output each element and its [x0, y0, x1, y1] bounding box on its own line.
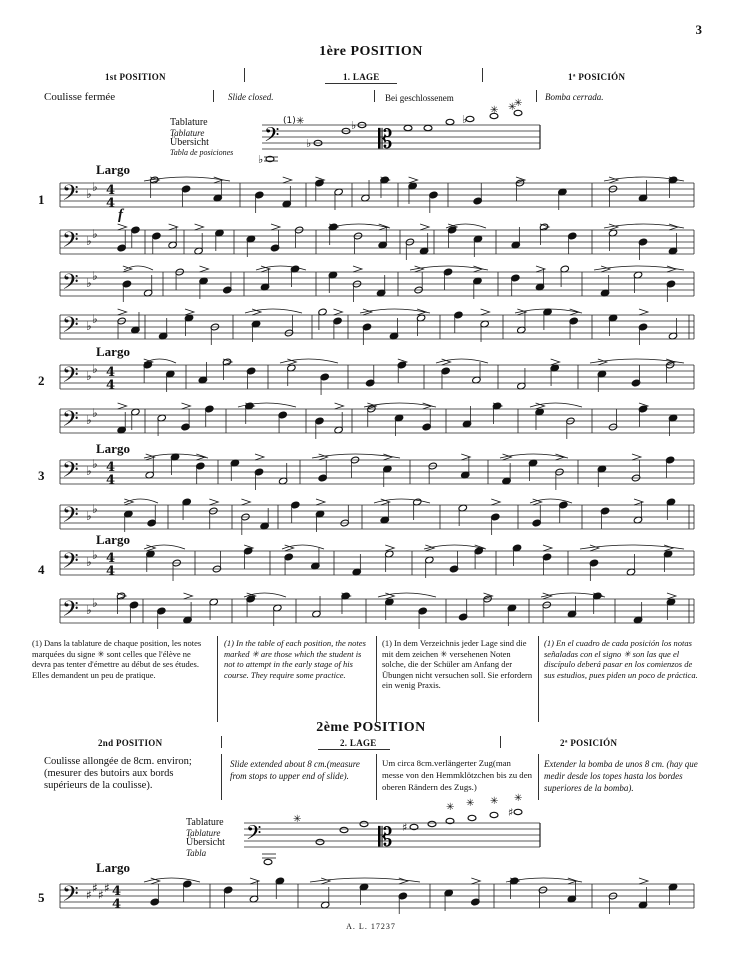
svg-text:♭: ♭: [86, 555, 92, 569]
desc2-es: Extender la bomba de unos 8 cm. (hay que medir desde los topes hasta los bordes superiores de la bomba).: [544, 759, 698, 793]
publisher-footer: A. L. 17237: [346, 922, 396, 931]
svg-text:♭: ♭: [92, 548, 98, 562]
music-staff: [60, 498, 694, 535]
tablature-es: Tabla de posiciones: [170, 148, 234, 157]
page-number: 3: [695, 22, 702, 37]
svg-text:4: 4: [112, 884, 122, 899]
header-en: 1st POSITION: [105, 72, 166, 82]
svg-text:4: 4: [106, 473, 116, 488]
closed-en: Slide closed.: [228, 92, 274, 102]
svg-text:♭: ♭: [86, 234, 92, 248]
svg-text:𝄢: 𝄢: [264, 123, 280, 151]
svg-text:𝄢: 𝄢: [62, 882, 79, 912]
tempo-3: Largo: [96, 441, 130, 456]
svg-text:4: 4: [106, 460, 116, 475]
footnote-es: (1) En el cuadro de cada posición los notas señaladas con el signo ✳ son las que el discípulo deberá pasar en los comienzos de sus estudios, pues piden un poco de práctica.: [544, 638, 698, 680]
svg-text:♭: ♭: [86, 464, 92, 478]
tablature-fr: Tablature: [170, 117, 208, 128]
svg-text:𝄡: 𝄡: [378, 823, 393, 853]
music-staff: [60, 308, 694, 345]
svg-text:✳: ✳: [490, 796, 499, 807]
svg-text:✳: ✳: [466, 798, 475, 809]
svg-text:4: 4: [106, 378, 116, 393]
svg-text:♭: ♭: [86, 276, 92, 290]
svg-text:4: 4: [112, 897, 122, 912]
header2-en: 2nd POSITION: [98, 738, 163, 748]
desc2-en: Slide extended about 8 cm.(measure from stops to upper end of slide).: [230, 759, 360, 781]
svg-text:4: 4: [106, 551, 116, 566]
svg-text:♯: ♯: [98, 888, 104, 902]
svg-text:✳: ✳: [293, 814, 302, 825]
tempo-2: Largo: [96, 344, 130, 359]
header-divider: [482, 68, 483, 82]
footnote-fr: (1) Dans la tablature de chaque position, les notes marquées du signe ✳ sont celles que l'élève ne devra pas tenter d'émettre au début de ses études. Elles demandent un peu de pratique.: [32, 638, 202, 680]
svg-text:(1): (1): [283, 116, 296, 126]
tablature-de: Übersicht: [170, 137, 209, 148]
dynamic-marking: f: [118, 207, 123, 223]
svg-text:♭: ♭: [92, 269, 98, 283]
svg-text:✳: ✳: [446, 802, 455, 813]
tempo-1: Largo: [96, 162, 130, 177]
svg-text:♭: ♭: [92, 502, 98, 516]
svg-text:✳: ✳: [508, 102, 517, 113]
svg-text:♭: ♭: [92, 457, 98, 471]
svg-text:𝄢: 𝄢: [62, 313, 79, 343]
closed-es: Bomba cerrada.: [545, 92, 604, 102]
svg-text:♭: ♭: [92, 406, 98, 420]
svg-text:𝄢: 𝄢: [62, 458, 79, 488]
svg-text:♯: ♯: [104, 881, 110, 895]
tablature2-es: Tabla: [186, 848, 207, 858]
music-staff: [60, 223, 694, 260]
svg-text:♭: ♭: [86, 413, 92, 427]
svg-text:4: 4: [106, 196, 116, 211]
header-de: 1. LAGE: [343, 72, 380, 82]
svg-text:✳: ✳: [514, 98, 523, 109]
exercise-number-3: 3: [38, 468, 45, 483]
svg-text:♭: ♭: [351, 119, 357, 132]
svg-text:♭: ♭: [92, 227, 98, 241]
svg-text:✳: ✳: [296, 116, 305, 127]
exercise-number-2: 2: [38, 373, 45, 388]
svg-text:𝄢: 𝄢: [62, 270, 79, 300]
svg-text:♭: ♭: [462, 113, 468, 126]
position-2-title: 2ème POSITION: [316, 720, 426, 735]
svg-text:𝄢: 𝄢: [62, 363, 79, 393]
position-1-title: 1ère POSITION: [319, 44, 423, 59]
svg-text:♭: ♭: [92, 596, 98, 610]
svg-text:𝄢: 𝄢: [62, 181, 79, 211]
svg-text:𝄢: 𝄢: [246, 821, 262, 849]
svg-text:♭: ♭: [92, 362, 98, 376]
tablature2-en: Tablature: [186, 828, 221, 838]
tablature-labels: [170, 118, 233, 158]
svg-text:♭: ♭: [258, 153, 264, 166]
svg-text:𝄢: 𝄢: [62, 597, 79, 627]
header2-de: 2. LAGE: [340, 738, 377, 748]
svg-text:4: 4: [106, 365, 116, 380]
music-staff: [60, 544, 694, 581]
exercise-number-4: 4: [38, 562, 45, 577]
tablature2-fr: Tablature: [186, 817, 224, 828]
header-underline: [325, 83, 397, 84]
header-divider: [244, 68, 245, 82]
svg-text:𝄢: 𝄢: [62, 407, 79, 437]
svg-text:✳: ✳: [490, 105, 499, 116]
music-staff: [60, 453, 694, 490]
desc2-de: Um circa 8cm.verlängerter Zug(man messe von den Hemmklötzchen bis zu den oberen Rändern des Zugs.): [382, 758, 532, 792]
svg-text:𝄢: 𝄢: [62, 503, 79, 533]
svg-text:♭: ♭: [306, 137, 312, 150]
exercise-number-5: 5: [38, 890, 45, 905]
tempo-5: Largo: [96, 860, 130, 875]
svg-text:♭: ♭: [86, 603, 92, 617]
music-staff: [60, 176, 694, 213]
svg-text:𝄢: 𝄢: [62, 549, 79, 579]
svg-text:♭: ♭: [92, 312, 98, 326]
music-staff: [60, 265, 694, 302]
footnote-de: (1) In dem Verzeichnis jeder Lage sind die mit dem zeichen ✳ versehenen Noten solche, die der Schüler am Anfang der Übungen nicht versuchen soll. Sie erfordern ein wenig Praxis.: [382, 638, 533, 690]
closed-de: Bei geschlossenem: [385, 93, 454, 103]
svg-text:𝄢: 𝄢: [62, 228, 79, 258]
header2-es: 2ª POSICIÓN: [560, 738, 618, 748]
svg-text:♯: ♯: [508, 806, 514, 819]
music-staff: [60, 358, 694, 395]
tablature-en: Tablature: [170, 128, 205, 138]
tablature-labels-2: [186, 818, 225, 858]
svg-text:4: 4: [106, 564, 116, 579]
svg-text:𝄡: 𝄡: [378, 125, 393, 155]
footnote-en: (1) In the table of each position, the notes marked ✳ are those which the student is not to attempt in the early stage of his course. They require some practice.: [224, 638, 366, 680]
music-staff: [60, 402, 694, 439]
svg-text:♭: ♭: [86, 369, 92, 383]
svg-text:♯: ♯: [86, 888, 92, 902]
tablature2-de: Übersicht: [186, 837, 225, 848]
exercise-number-1: 1: [38, 192, 45, 207]
svg-text:♯: ♯: [92, 881, 98, 895]
svg-text:4: 4: [106, 183, 116, 198]
svg-text:♭: ♭: [86, 187, 92, 201]
svg-text:✳: ✳: [514, 793, 523, 804]
svg-text:♭: ♭: [86, 509, 92, 523]
svg-text:♭: ♭: [92, 180, 98, 194]
tempo-4: Largo: [96, 532, 130, 547]
svg-text:♯: ♯: [402, 821, 408, 834]
header-es: 1ª POSICIÓN: [568, 72, 626, 82]
music-staff: [60, 877, 694, 914]
svg-text:♭: ♭: [86, 319, 92, 333]
music-staff: [60, 592, 694, 629]
closed-fr: Coulisse fermée: [44, 91, 116, 103]
desc2-fr: Coulisse allongée de 8cm. environ; (mesurer des butoirs aux bords supérieurs de la coulisse).: [44, 756, 192, 791]
